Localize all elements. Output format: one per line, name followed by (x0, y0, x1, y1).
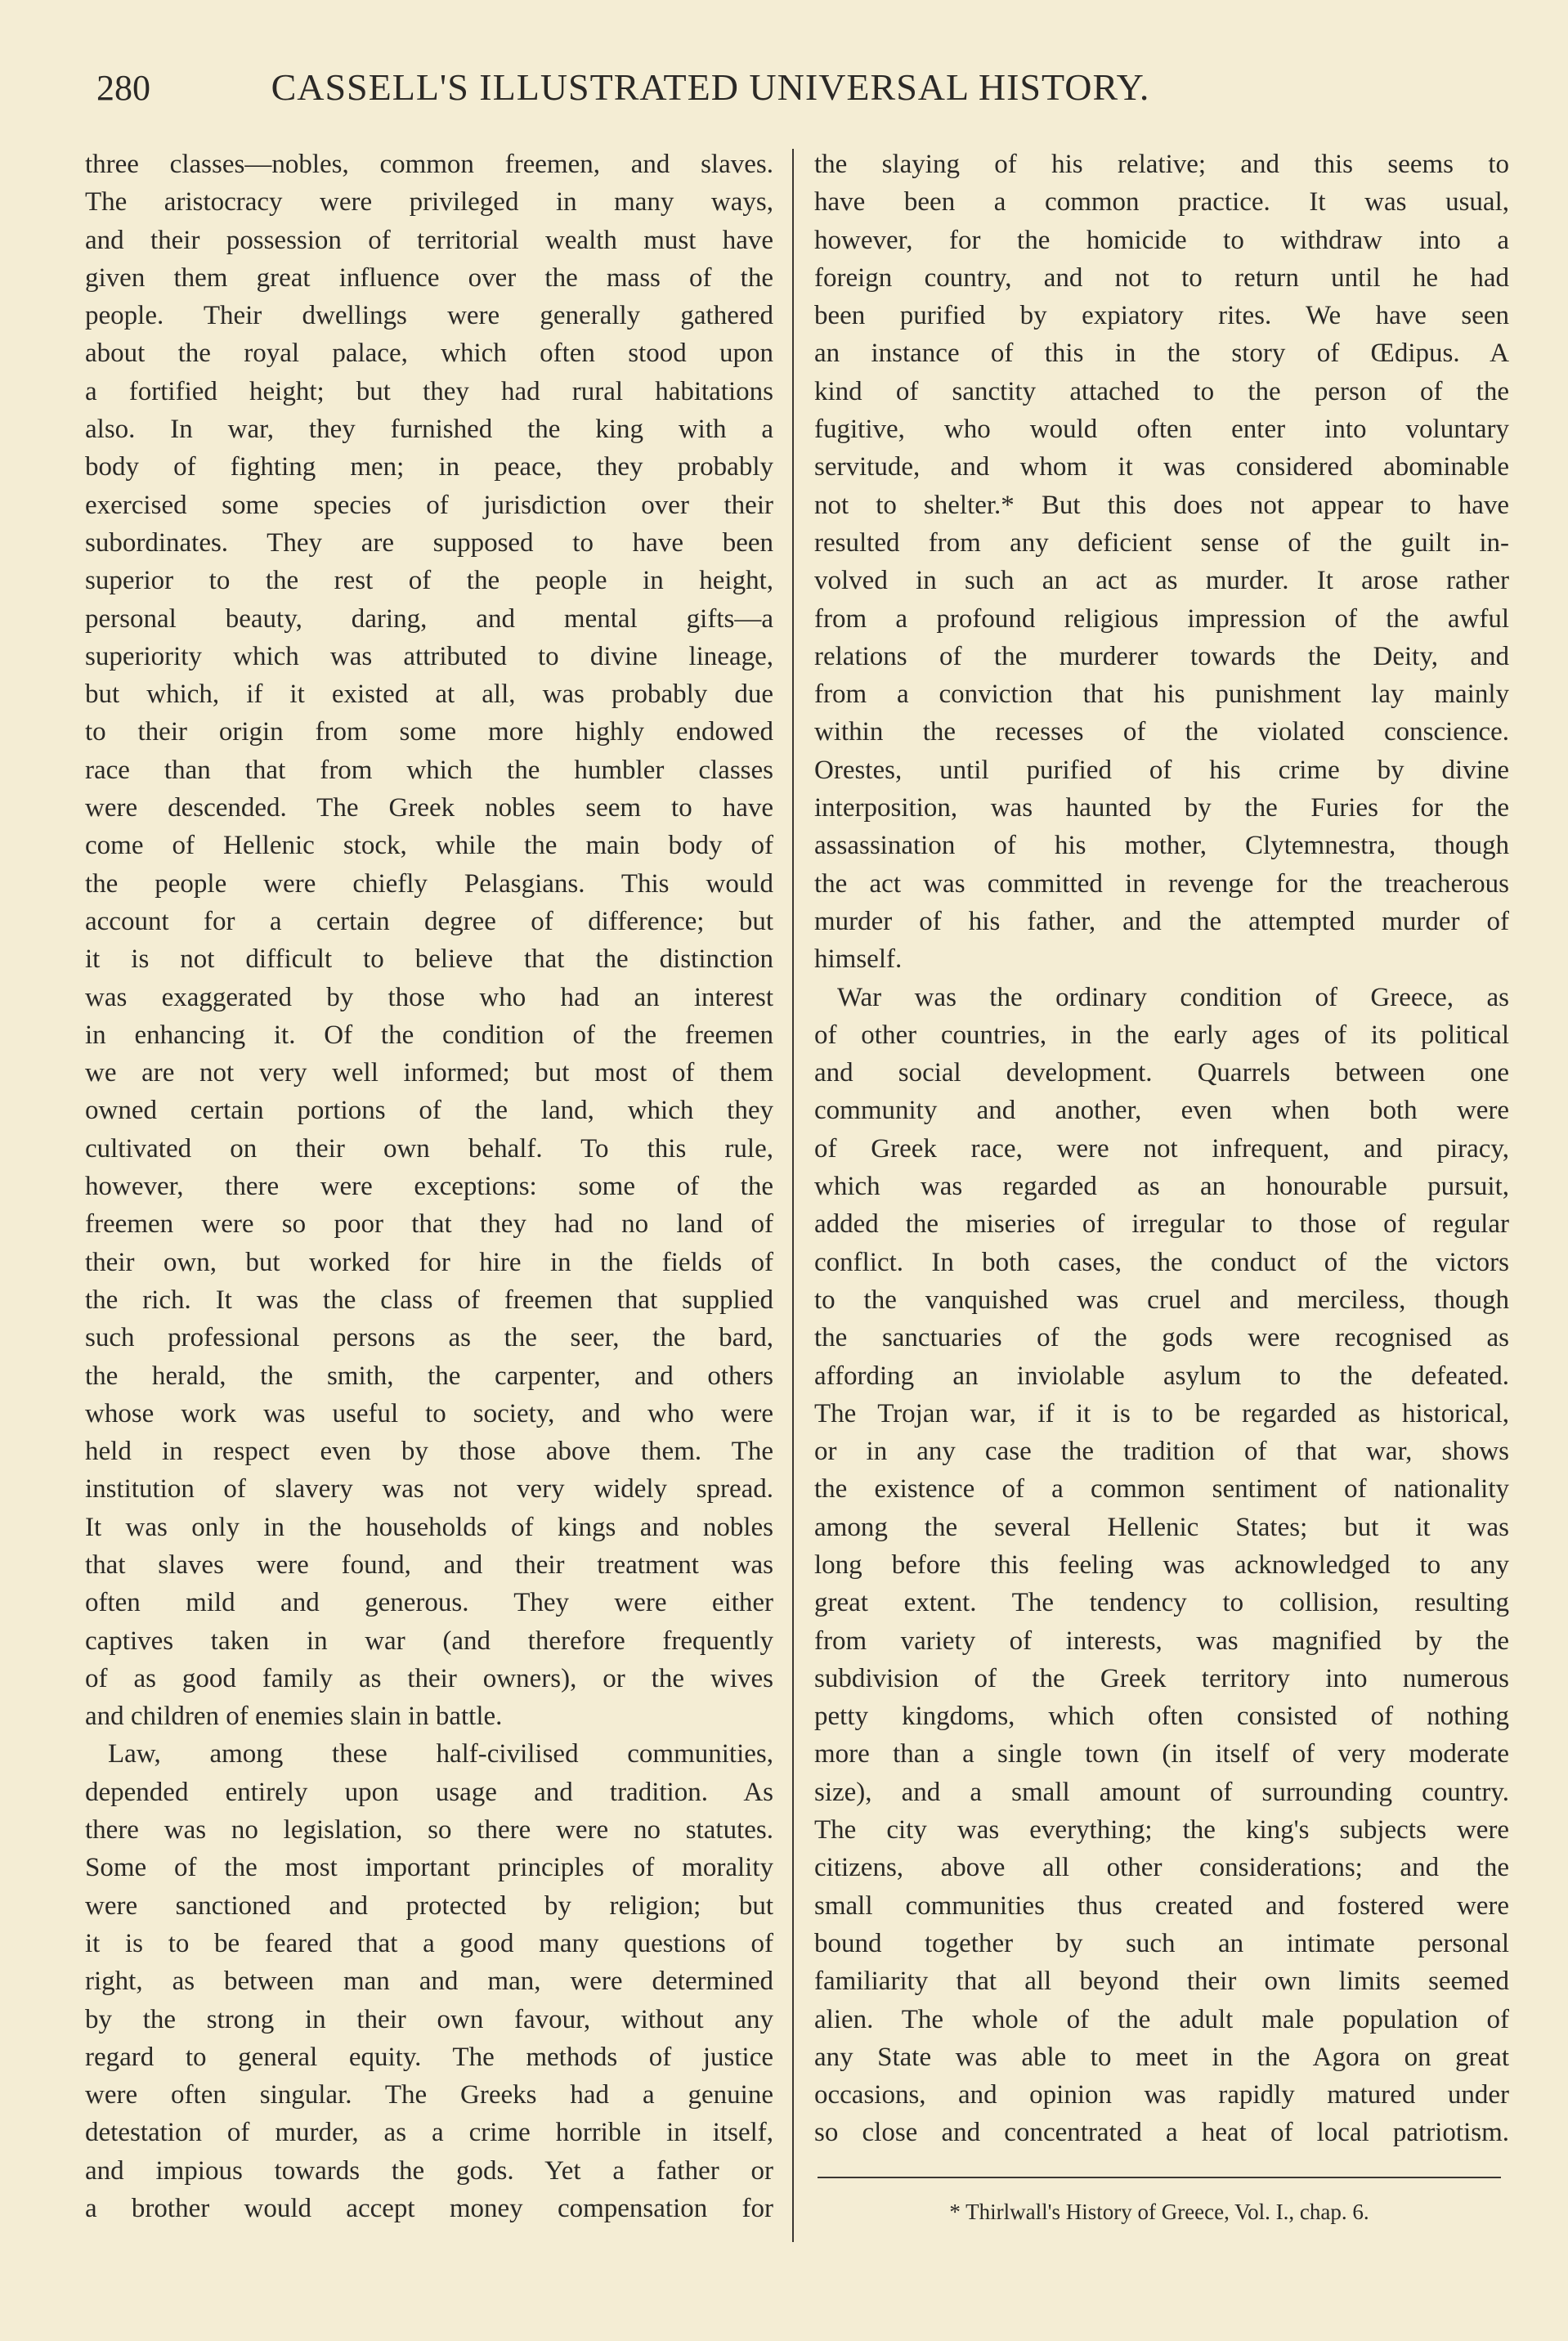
text-line: owned certain portions of the land, which they (85, 1096, 773, 1126)
text-line: of as good family as their owners), or the wives (85, 1663, 773, 1693)
text-line: to their origin from some more highly endowed (85, 717, 773, 747)
text-line: conflict. In both cases, the conduct of the victors (814, 1247, 1509, 1277)
text-line: and impious towards the gods. Yet a father or (85, 2155, 773, 2186)
text-line: three classes—nobles, common freemen, and slaves. (85, 150, 773, 179)
text-line: occasions, and opinion was rapidly matured under (814, 2080, 1509, 2110)
text-line: superiority which was attributed to divine lineage, (85, 641, 773, 671)
column-divider (792, 149, 794, 2242)
text-line: affording an inviolable asylum to the defeated. (814, 1361, 1509, 1391)
text-line: have been a common practice. It was usual, (814, 187, 1509, 218)
text-line: the slaying of his relative; and this seems to (814, 150, 1509, 179)
text-line: by the strong in their own favour, without any (85, 2004, 773, 2034)
text-line: servitude, and whom it was considered abominable (814, 452, 1509, 482)
text-line: we are not very well informed; but most of them (85, 1058, 773, 1088)
text-line: it is to be feared that a good many questions of (85, 1928, 773, 1958)
text-line: about the royal palace, which often stood upon (85, 339, 773, 369)
left-column (85, 146, 773, 2227)
text-line: were sanctioned and protected by religion; but (85, 1890, 773, 1921)
text-line: right, as between man and man, were determined (85, 1967, 773, 1997)
text-line: so close and concentrated a heat of local patriotism. (814, 2118, 1509, 2148)
text-line: relations of the murderer towards the Deity, and (814, 641, 1509, 671)
text-line: however, there were exceptions: some of the (85, 1172, 773, 1202)
text-line: given them great influence over the mass of the (85, 262, 773, 293)
text-line: a fortified height; but they had rural habitations (85, 376, 773, 406)
text-line: assassination of his mother, Clytemnestra, though (814, 831, 1509, 861)
text-line: subdivision of the Greek territory into numerous (814, 1663, 1509, 1693)
text-line: the act was committed in revenge for the treacherous (814, 868, 1509, 899)
text-line: that slaves were found, and their treatment was (85, 1549, 773, 1580)
text-line: of Greek race, were not infrequent, and piracy, (814, 1133, 1509, 1164)
page-number: 280 (96, 68, 150, 108)
text-line: long before this feeling was acknowledged to any (814, 1549, 1509, 1580)
text-line: kind of sanctity attached to the person of the (814, 376, 1509, 406)
footnote: * Thirlwall's History of Greece, Vol. I., chap. 6. (949, 2200, 1369, 2224)
text-line: It was only in the households of kings and nobles (85, 1512, 773, 1542)
text-line: a brother would accept money compensation for (85, 2194, 773, 2224)
text-line: not to shelter.* But this does not appear to have (814, 490, 1509, 520)
text-line: exercised some species of jurisdiction over their (85, 490, 773, 520)
text-line: among the several Hellenic States; but it was (814, 1512, 1509, 1542)
text-line: detestation of murder, as a crime horrible in itself, (85, 2118, 773, 2148)
text-line: depended entirely upon usage and tradition. As (85, 1777, 773, 1807)
text-line: Law, among these half-civilised communities, (108, 1739, 773, 1769)
text-line: and social development. Quarrels between one (814, 1058, 1509, 1088)
text-line: great extent. The tendency to collision, resulting (814, 1588, 1509, 1618)
text-line: size), and a small amount of surrounding country. (814, 1777, 1509, 1807)
text-line: such professional persons as the seer, the bard, (85, 1323, 773, 1353)
text-line: superior to the rest of the people in height, (85, 566, 773, 596)
text-line: an instance of this in the story of Œdipus. A (814, 339, 1509, 369)
text-line: from variety of interests, was magnified by the (814, 1626, 1509, 1656)
text-line: interposition, was haunted by the Furies for the (814, 793, 1509, 823)
text-line: the people were chiefly Pelasgians. This would (85, 868, 773, 899)
text-line: regard to general equity. The methods of justice (85, 2042, 773, 2072)
text-line: volved in such an act as murder. It arose rather (814, 566, 1509, 596)
running-title: CASSELL'S ILLUSTRATED UNIVERSAL HISTORY. (271, 66, 1150, 108)
text-line: race than that from which the humbler classes (85, 755, 773, 785)
text-line: account for a certain degree of difference; but (85, 906, 773, 936)
footnote-rule (818, 2177, 1501, 2178)
text-line: citizens, above all other considerations; and the (814, 1853, 1509, 1883)
text-line: The Trojan war, if it is to be regarded as historical, (814, 1398, 1509, 1428)
text-line: from a profound religious impression of the awful (814, 603, 1509, 634)
text-line: small communities thus created and fostered were (814, 1890, 1509, 1921)
text-line: foreign country, and not to return until he had (814, 262, 1509, 293)
text-line: personal beauty, daring, and mental gifts—a (85, 603, 773, 634)
text-line: however, for the homicide to withdraw into a (814, 225, 1509, 255)
text-line: it is not difficult to believe that the distinction (85, 944, 773, 975)
text-line: and children of enemies slain in battle. (85, 1702, 503, 1732)
text-line: alien. The whole of the adult male population of (814, 2004, 1509, 2034)
text-line: The city was everything; the king's subjects were (814, 1815, 1509, 1845)
text-line: were often singular. The Greeks had a genuine (85, 2080, 773, 2110)
text-line: institution of slavery was not very widely spread. (85, 1474, 773, 1505)
text-line: the sanctuaries of the gods were recognised as (814, 1323, 1509, 1353)
text-line: community and another, even when both were (814, 1096, 1509, 1126)
text-line: more than a single town (in itself of very moderate (814, 1739, 1509, 1769)
text-line: War was the ordinary condition of Greece, as (837, 982, 1509, 1012)
text-line: the herald, the smith, the carpenter, and others (85, 1361, 773, 1391)
text-line: within the recesses of the violated conscience. (814, 717, 1509, 747)
text-line: often mild and generous. They were either (85, 1588, 773, 1618)
text-line: cultivated on their own behalf. To this rule, (85, 1133, 773, 1164)
text-line: from a conviction that his punishment lay mainly (814, 679, 1509, 710)
text-line: fugitive, who would often enter into voluntary (814, 415, 1509, 445)
text-line: there was no legislation, so there were no statutes. (85, 1815, 773, 1845)
text-line: of other countries, in the early ages of its political (814, 1020, 1509, 1050)
text-line: were descended. The Greek nobles seem to have (85, 793, 773, 823)
text-line: also. In war, they furnished the king with a (85, 415, 773, 445)
text-line: the existence of a common sentiment of nationality (814, 1474, 1509, 1505)
text-line: which was regarded as an honourable pursuit, (814, 1172, 1509, 1202)
text-line: petty kingdoms, which often consisted of nothing (814, 1702, 1509, 1732)
text-line: to the vanquished was cruel and merciless, though (814, 1285, 1509, 1315)
text-line: freemen were so poor that they had no land of (85, 1209, 773, 1240)
text-line: was exaggerated by those who had an interest (85, 982, 773, 1012)
text-line: whose work was useful to society, and who were (85, 1398, 773, 1428)
text-line: resulted from any deficient sense of the guilt in- (814, 527, 1509, 558)
right-column (814, 146, 1509, 2152)
text-line: familiarity that all beyond their own limits seemed (814, 1967, 1509, 1997)
text-line: subordinates. They are supposed to have been (85, 527, 773, 558)
text-line: bound together by such an intimate personal (814, 1928, 1509, 1958)
text-line: and their possession of territorial wealth must have (85, 225, 773, 255)
text-line: any State was able to meet in the Agora on great (814, 2042, 1509, 2072)
text-line: murder of his father, and the attempted murder of (814, 906, 1509, 936)
text-line: come of Hellenic stock, while the main body of (85, 831, 773, 861)
text-line: Orestes, until purified of his crime by divine (814, 755, 1509, 785)
text-line: people. Their dwellings were generally gathered (85, 301, 773, 331)
text-line: captives taken in war (and therefore frequently (85, 1626, 773, 1656)
text-line: in enhancing it. Of the condition of the freemen (85, 1020, 773, 1050)
text-line: the rich. It was the class of freemen that supplied (85, 1285, 773, 1315)
text-line: himself. (814, 944, 903, 975)
text-line: been purified by expiatory rites. We have seen (814, 301, 1509, 331)
text-line: their own, but worked for hire in the fields of (85, 1247, 773, 1277)
text-line: added the miseries of irregular to those of regular (814, 1209, 1509, 1240)
text-line: or in any case the tradition of that war, shows (814, 1437, 1509, 1467)
text-line: body of fighting men; in peace, they probably (85, 452, 773, 482)
text-line: The aristocracy were privileged in many ways, (85, 187, 773, 218)
text-line: Some of the most important principles of morality (85, 1853, 773, 1883)
text-line: but which, if it existed at all, was probably due (85, 679, 773, 710)
text-line: held in respect even by those above them. The (85, 1437, 773, 1467)
